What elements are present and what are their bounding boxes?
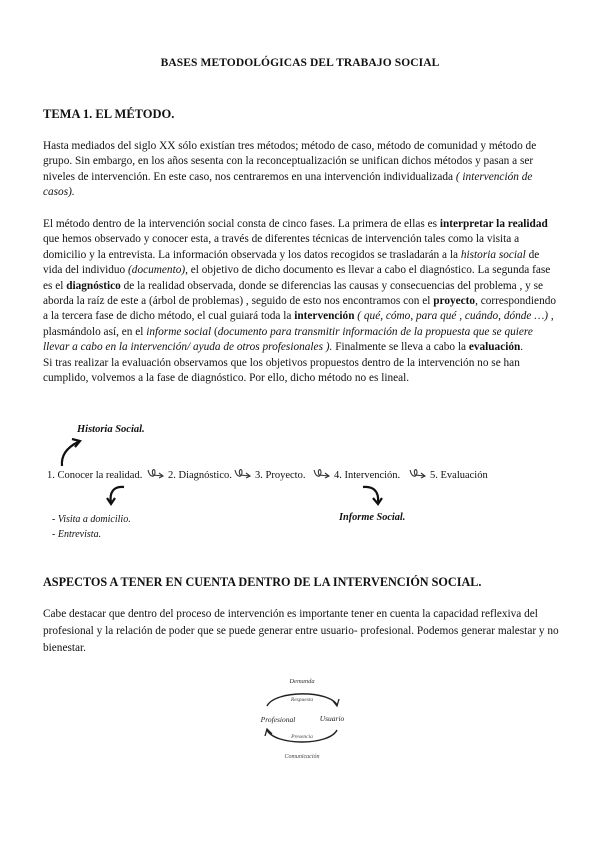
document-title: BASES METODOLÓGICAS DEL TRABAJO SOCIAL	[160, 57, 440, 69]
diagram-label-left: Profesional	[260, 715, 296, 724]
paragraph-intro	[43, 139, 561, 201]
flow-arrow-curve-right-icon	[360, 484, 386, 506]
diagram-label-right: Usuario	[319, 714, 345, 723]
phases-text-5: de vida del individuo	[43, 248, 540, 277]
flow-note-entrevista: - Entrevista.	[52, 529, 102, 540]
paragraph-nonlinear: Si tras realizar la evaluación observamos que los objetivos propuestos dentro de la intervención no se han cumplido, volvemos a la fase de diagnóstico. Por ello, dicho método no es lineal.	[43, 356, 520, 385]
phases-italic-documento-desc: documento para transmitir información de la propuesta que se quiere llevar a cabo en la intervención/ ayuda de otros profesionales ).	[43, 325, 533, 354]
phases-text-7: , el objetivo de dicho documento es llevar a cabo el diagnóstico. La segunda fase es el	[43, 264, 551, 292]
phases-bold-diagnostico: diagnóstico	[66, 279, 121, 292]
flow-step-4: 4. Intervención.	[334, 470, 401, 481]
phases-text-16: (	[211, 325, 218, 338]
phases-bold-proyecto: proyecto	[433, 295, 476, 308]
section-heading-aspectos: ASPECTOS A TENER EN CUENTA DENTRO DE LA INTERVENCIÓN SOCIAL.	[43, 575, 482, 589]
phases-text-20: .	[520, 341, 524, 354]
phases-text-1: El método dentro de la intervención social consta de cinco fases. La primera de ellas es	[43, 218, 440, 230]
phases-text-18: Finalmente se lleva a cabo la	[332, 341, 469, 354]
diagram-label-bottom: Comunicación	[284, 754, 320, 760]
flow-step-5: 5. Evaluación	[430, 470, 488, 481]
flow-curl-arrow-icon	[146, 466, 166, 480]
phases-text-14: , plasmándolo así, en el	[43, 310, 554, 338]
flow-label-informe-social: Informe Social.	[339, 512, 406, 523]
phases-bold-interpretar: interpretar la realidad	[439, 218, 548, 230]
phases-bold-evaluacion: evaluación	[468, 341, 521, 354]
relationship-diagram	[245, 672, 365, 764]
phases-text-9: de la realidad observada, donde se diferencias las causas y consecuencias del problema , y se aborda la raíz de este a (árbol de problemas) , seguido de esto nos encontramos con el	[43, 279, 544, 308]
phases-text-11: , correspondiendo a la tercera fase de dicho método, el cual guiará toda la	[43, 295, 557, 323]
section-heading-metodo: TEMA 1. EL MÉTODO.	[43, 107, 175, 121]
paragraph-intro-text: Hasta mediados del siglo XX sólo existían tres métodos; método de caso, método de comunidad y método de grupo. Sin embargo, en los años sesenta con la reconceptualización se unifican dichos métodos y pasan a ser niveles de intervención. En este caso, nos centraremos en una intervención individualizada	[43, 140, 537, 183]
phases-bold-intervencion: intervención	[294, 310, 355, 323]
phases-italic-informe: informe social	[146, 325, 212, 338]
paragraph-aspectos: Cabe destacar que dentro del proceso de intervención es importante tener en cuenta la capacidad reflexiva del profesional y la relación de poder que se puede generar entre usuario- profesional. Podemos generar malestar y no bienestar.	[43, 608, 559, 654]
diagram-label-upper-arc: Respuesta	[290, 697, 314, 703]
phases-italic-documento: (documento)	[128, 264, 186, 277]
phases-italic-historia: historia social	[460, 248, 526, 261]
flow-step-2: 2. Diagnóstico.	[168, 470, 232, 481]
phases-text-3: que hemos observado y conocer esta, a través de diferentes técnicas de intervención tales como la visita a domicilio y la entrevista. La información observada y los datos recogidos se trasladarán a la	[43, 233, 520, 261]
phases-italic-questions: ( qué, cómo, para qué , cuándo, dónde …)	[354, 310, 551, 323]
flow-step-1: 1. Conocer la realidad.	[47, 470, 143, 481]
flow-step-3: 3. Proyecto.	[255, 470, 306, 481]
paragraph-phases	[43, 217, 561, 386]
flow-curl-arrow-icon	[233, 466, 253, 480]
flow-curl-arrow-icon	[312, 466, 332, 480]
flow-arrow-curve-left-icon	[104, 484, 128, 506]
flow-arrow-up-icon	[56, 436, 86, 468]
flow-label-historia-social: Historia Social.	[77, 424, 145, 435]
flow-curl-arrow-icon	[408, 466, 428, 480]
diagram-label-top: Demanda	[289, 678, 315, 685]
diagram-label-lower-arc: Presencia	[291, 734, 313, 740]
paragraph-intro-italic: ( intervención de casos).	[43, 170, 533, 199]
flow-note-visita: - Visita a domicilio.	[52, 514, 131, 525]
